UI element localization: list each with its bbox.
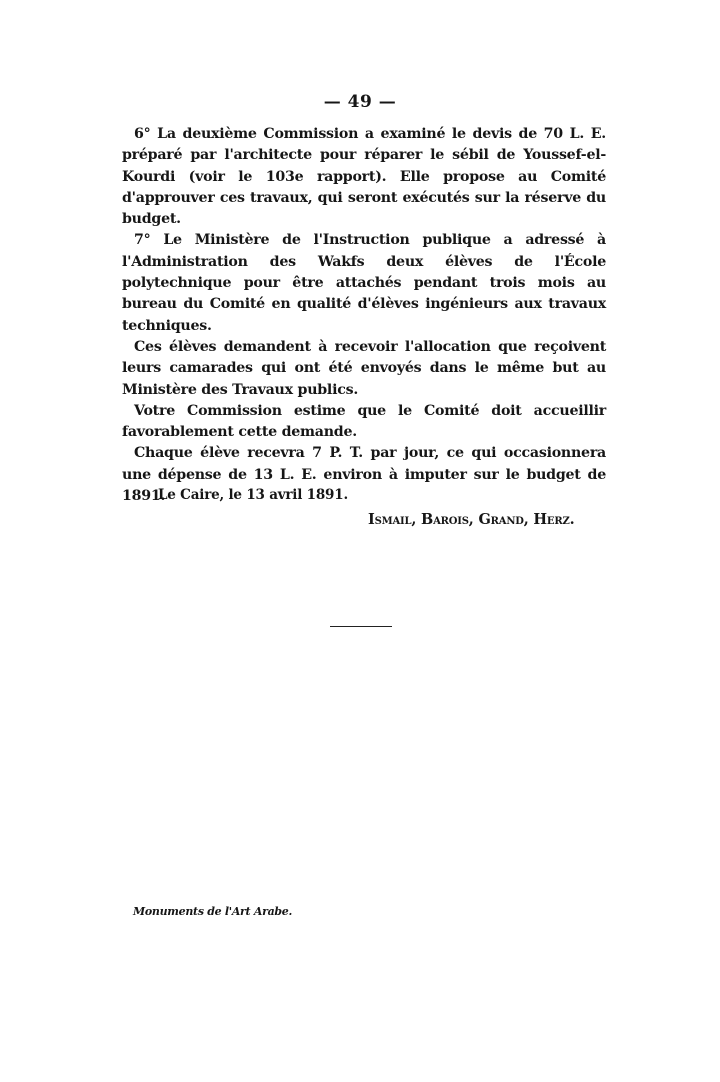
- section-divider: [330, 626, 392, 627]
- signatures: Ismail, Barois, Grand, Herz.: [368, 511, 575, 528]
- date-line: Le Caire, le 13 avril 1891.: [158, 487, 348, 503]
- report-body: [122, 124, 606, 507]
- page-number: — 49 —: [323, 92, 397, 112]
- paragraph-sebil-youssef-el-kourdi: 6° La deuxième Commission a examiné le devis de 70 L. E. préparé par l'architecte pour réparer le sébil de Youssef-el-Kourdi (voir le 103e rapport). Elle propose au Comité d'approuver ces travaux, qui seront exécutés sur la réserve du budget.: [122, 126, 606, 228]
- paragraph-cost-estimate: Chaque élève recevra 7 P. T. par jour, ce qui occasionnera une dépense de 13 L. E. environ à imputer sur le budget de 1891.: [122, 445, 606, 505]
- footer-note: Monuments de l'Art Arabe.: [133, 905, 293, 918]
- paragraph-commission-opinion: Votre Commission estime que le Comité doit accueillir favorablement cette demande.: [122, 402, 606, 441]
- paragraph-ministere-instruction: 7° Le Ministère de l'Instruction publique a adressé à l'Administration des Wakfs deux élèves de l'École polytechnique pour être attachés pendant trois mois au bureau du Comité en qualité d'élèves ingénieurs aux travaux techniques.: [122, 232, 606, 334]
- paragraph-allocation-request: Ces élèves demandent à recevoir l'allocation que reçoivent leurs camarades qui ont été envoyés dans le même but au Ministère des Travaux publics.: [122, 338, 606, 398]
